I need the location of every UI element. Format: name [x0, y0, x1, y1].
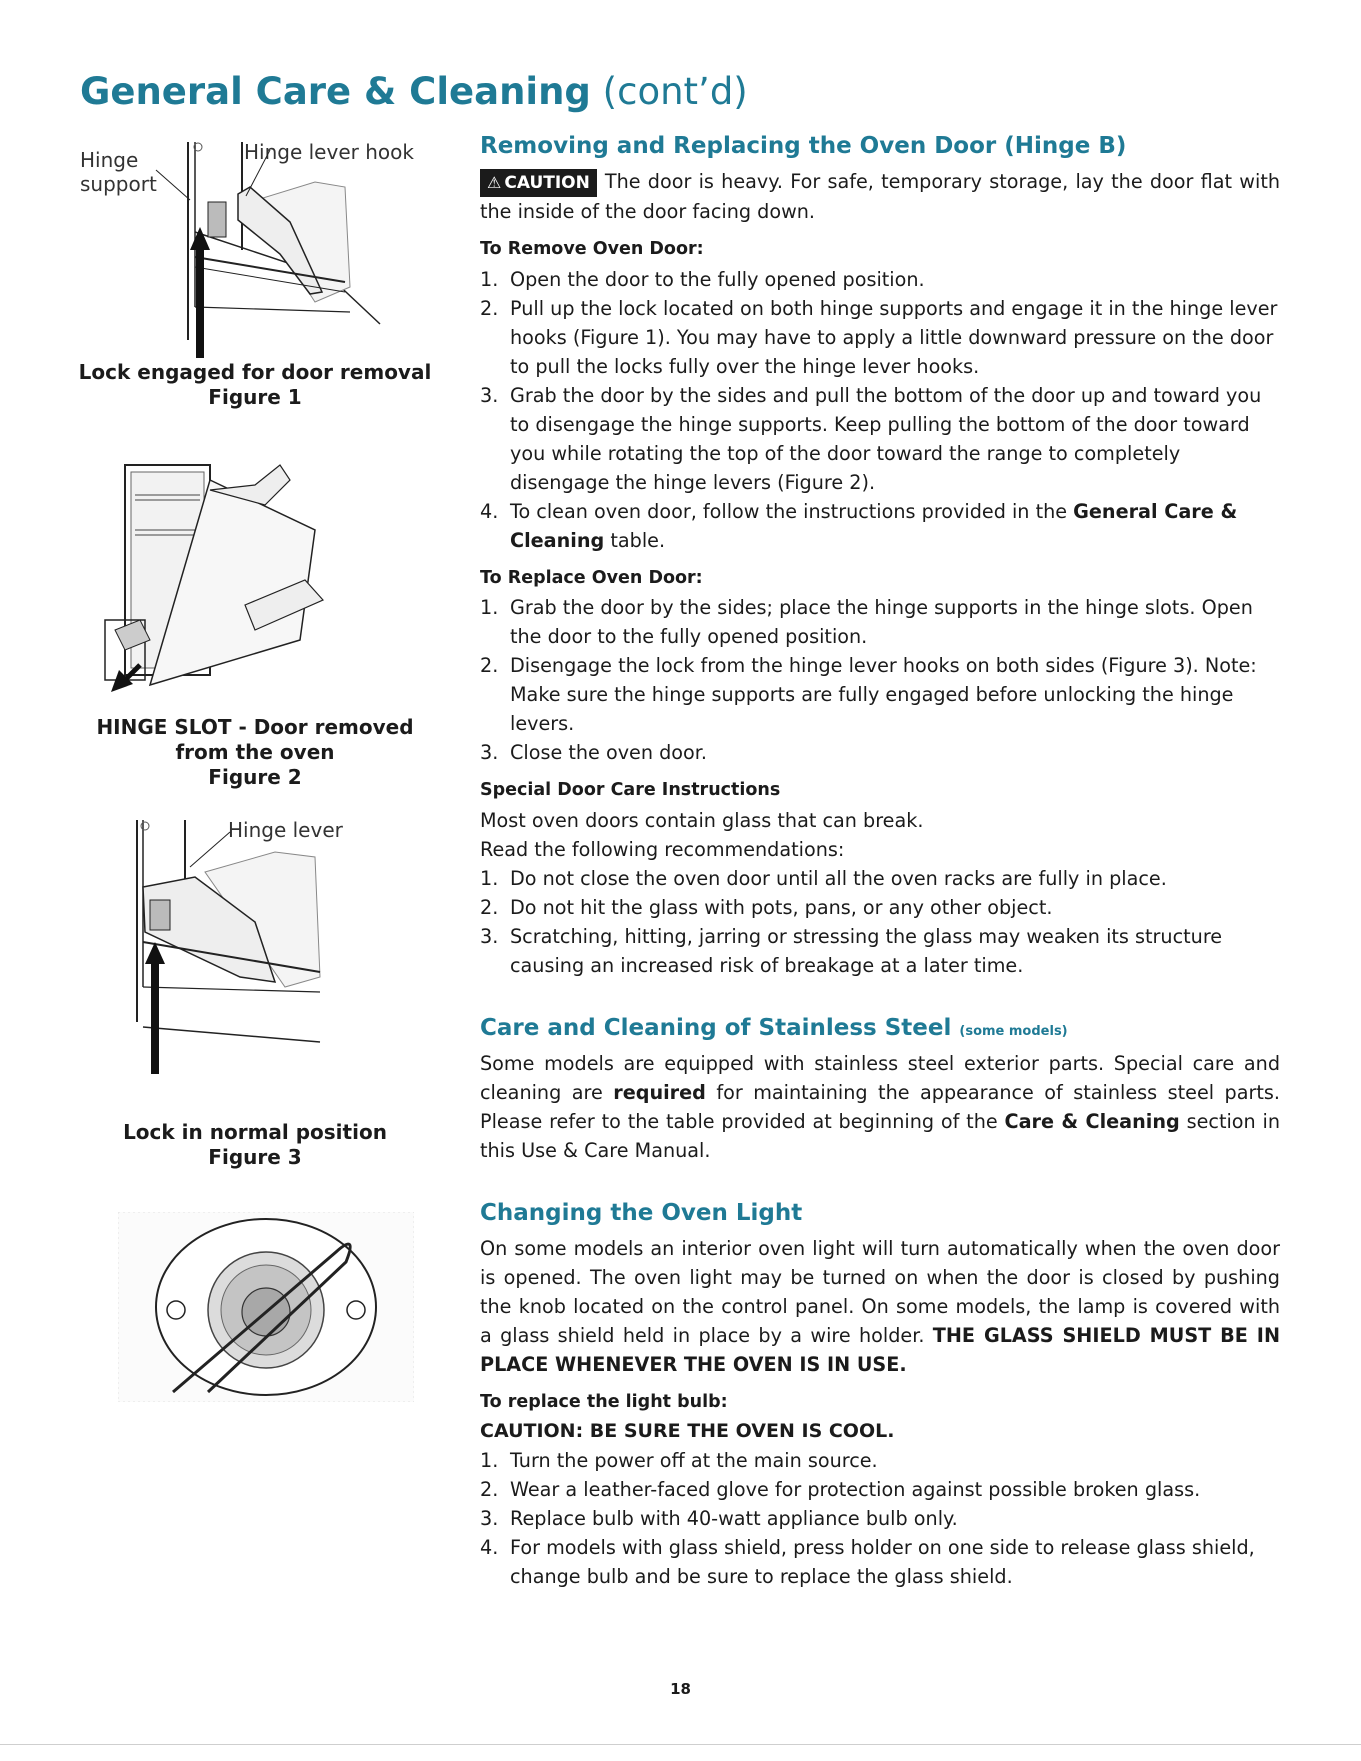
- replace-bulb-heading: To replace the light bulb:: [480, 1391, 728, 1412]
- page-bottom-rule: [0, 1744, 1361, 1745]
- step-text: Close the oven door.: [510, 741, 707, 765]
- hinge-lever-hook-label: Hinge lever hook: [244, 140, 414, 164]
- step-number: 2.: [480, 654, 499, 678]
- figure-3-caption: [70, 1120, 440, 1170]
- stainless-steel-heading-note: (some models): [959, 1024, 1068, 1039]
- stainless-steel-heading-text: Care and Cleaning of Stainless Steel: [480, 1015, 952, 1041]
- oven-light-paragraph: [480, 1234, 1280, 1379]
- paragraph-text-bold: THE GLASS SHIELD MUST BE IN PLACE WHENEVER THE OVEN IS IN USE.: [480, 1323, 1280, 1376]
- step-text: Scratching, hitting, jarring or stressing the glass may weaken its structure causing an increased risk of breakage at a later time.: [510, 925, 1223, 977]
- page-title-sub: (cont’d): [590, 70, 748, 113]
- step-number: 1.: [480, 1449, 499, 1473]
- step-number: 1.: [480, 596, 499, 620]
- oven-light-heading: Changing the Oven Light: [480, 1199, 803, 1226]
- step-text: Wear a leather-faced glove for protection against possible broken glass.: [510, 1478, 1201, 1502]
- step-number: 1.: [480, 867, 499, 890]
- replace-door-heading: To Replace Oven Door:: [480, 567, 703, 588]
- step-number: 3.: [480, 1507, 499, 1531]
- figure-2-number: Figure 2: [208, 765, 302, 789]
- figure-2-illustration: [95, 460, 345, 710]
- step-text: Open the door to the fully opened position.: [510, 267, 925, 291]
- remove-door-steps: [480, 265, 1280, 555]
- step-text: Replace bulb with 40-watt appliance bulb only.: [510, 1507, 958, 1531]
- list-item: [480, 381, 1280, 497]
- stainless-steel-paragraph: [480, 1049, 1280, 1165]
- figure-3-number: Figure 3: [208, 1145, 302, 1169]
- figure-1-caption: [70, 360, 440, 410]
- warning-icon: ⚠: [487, 172, 502, 192]
- list-item: [480, 1533, 1280, 1591]
- paragraph-text-bold: required: [613, 1080, 706, 1104]
- paragraph-text-bold: Care & Cleaning: [1004, 1109, 1180, 1133]
- list-item: [480, 1475, 1280, 1504]
- figure-3-caption-text: Lock in normal position: [123, 1120, 387, 1144]
- step-text: Do not hit the glass with pots, pans, or any other object.: [510, 896, 1053, 919]
- step-text: Turn the power off at the main source.: [510, 1449, 878, 1473]
- paragraph-text: section in this Use & Care Manual.: [480, 1109, 1281, 1162]
- list-item: [480, 265, 1280, 294]
- step-text: Grab the door by the sides; place the hinge supports in the hinge slots. Open the door to the fully opened position.: [510, 596, 1253, 649]
- replace-bulb-steps: [480, 1446, 1280, 1591]
- figure-1-illustration: [150, 132, 400, 392]
- main-text-column: [480, 132, 1280, 1591]
- paragraph-text: for maintaining the appearance of stainless steel parts. Please refer to the table provided at beginning of the: [480, 1080, 1280, 1133]
- step-number: 2.: [480, 896, 499, 919]
- step-text: Grab the door by the sides and pull the bottom of the door up and toward you to disengage the hinge supports. Keep pulling the bottom of the door toward you while rotating the top of the door toward the range to completely disengage the hinge levers (Figure 2).: [510, 383, 1262, 494]
- list-item: [480, 294, 1280, 381]
- step-text-bold: General Care & Cleaning: [510, 499, 1238, 552]
- oven-light-illustration: [118, 1212, 414, 1402]
- remove-door-heading: To Remove Oven Door:: [480, 238, 704, 259]
- list-item: [480, 893, 1280, 922]
- list-item: [480, 593, 1280, 651]
- step-text: To clean oven door, follow the instructions provided in the: [510, 499, 1074, 523]
- step-number: 4.: [480, 499, 499, 523]
- step-text: Do not close the oven door until all the oven racks are fully in place.: [510, 867, 1167, 890]
- hinge-lever-label: Hinge lever: [228, 818, 343, 842]
- caution-badge: [480, 169, 597, 197]
- hinge-support-label: Hinge support: [80, 148, 157, 196]
- step-number: 3.: [480, 383, 499, 407]
- special-care-line: Read the following recommendations:: [480, 838, 845, 861]
- step-number: 3.: [480, 925, 499, 948]
- caution-badge-label: CAUTION: [504, 172, 590, 193]
- list-item: [480, 1504, 1280, 1533]
- door-section-heading: Removing and Replacing the Oven Door (Hinge B): [480, 133, 1127, 159]
- special-care-steps: [480, 864, 1280, 980]
- replace-door-steps: [480, 593, 1280, 767]
- caution-text: The door is heavy. For safe, temporary storage, lay the door flat with the inside of the door facing down.: [480, 169, 1280, 223]
- special-door-care-heading: Special Door Care Instructions: [480, 780, 781, 801]
- step-number: 2.: [480, 296, 499, 320]
- door-caution-paragraph: [480, 167, 1280, 226]
- step-number: 3.: [480, 741, 499, 765]
- step-text: Disengage the lock from the hinge lever hooks on both sides (Figure 3). Note: Make sure the hinge supports are fully engaged before unlocking the hinge levers.: [510, 654, 1257, 736]
- list-item: [480, 738, 1280, 767]
- list-item: [480, 1446, 1280, 1475]
- page-number: 18: [670, 1680, 691, 1698]
- section-spacer: [480, 980, 1280, 1014]
- cool-oven-caution: CAUTION: BE SURE THE OVEN IS COOL.: [480, 1420, 895, 1443]
- list-item: [480, 497, 1280, 555]
- figure-2-caption-text: HINGE SLOT - Door removed: [96, 715, 414, 739]
- page-title-main: General Care & Cleaning: [80, 70, 591, 113]
- figure-1-caption-text: Lock engaged for door removal: [78, 360, 432, 384]
- list-item: [480, 922, 1280, 980]
- paragraph-text: On some models an interior oven light will turn automatically when the oven door is opened. The oven light may be turned on when the door is closed by pushing the knob located on the control panel. On some models, the lamp is covered with a glass shield held in place by a wire holder.: [480, 1236, 1280, 1347]
- figure-2-caption: [70, 715, 440, 790]
- figure-2-caption-text-2: from the oven: [175, 740, 335, 764]
- stainless-steel-heading: [480, 1014, 1280, 1043]
- step-text: Pull up the lock located on both hinge supports and engage it in the hinge lever hooks (Figure 1). You may have to apply a little downward pressure on the door to pull the locks fully over the hinge lever hooks.: [510, 296, 1278, 378]
- paragraph-text: Some models are equipped with stainless steel exterior parts. Special care and cleaning are: [480, 1051, 1280, 1104]
- page-title: [80, 70, 748, 113]
- step-text: table.: [604, 528, 666, 552]
- special-care-line: Most oven doors contain glass that can break.: [480, 809, 924, 832]
- step-number: 2.: [480, 1478, 499, 1502]
- step-number: 4.: [480, 1536, 499, 1560]
- list-item: [480, 651, 1280, 738]
- step-text: For models with glass shield, press holder on one side to release glass shield, change bulb and be sure to replace the glass shield.: [510, 1536, 1255, 1589]
- list-item: [480, 864, 1280, 893]
- section-spacer: [480, 1165, 1280, 1199]
- figure-3-illustration: [125, 812, 375, 1112]
- figure-1-number: Figure 1: [208, 385, 302, 409]
- step-number: 1.: [480, 267, 499, 291]
